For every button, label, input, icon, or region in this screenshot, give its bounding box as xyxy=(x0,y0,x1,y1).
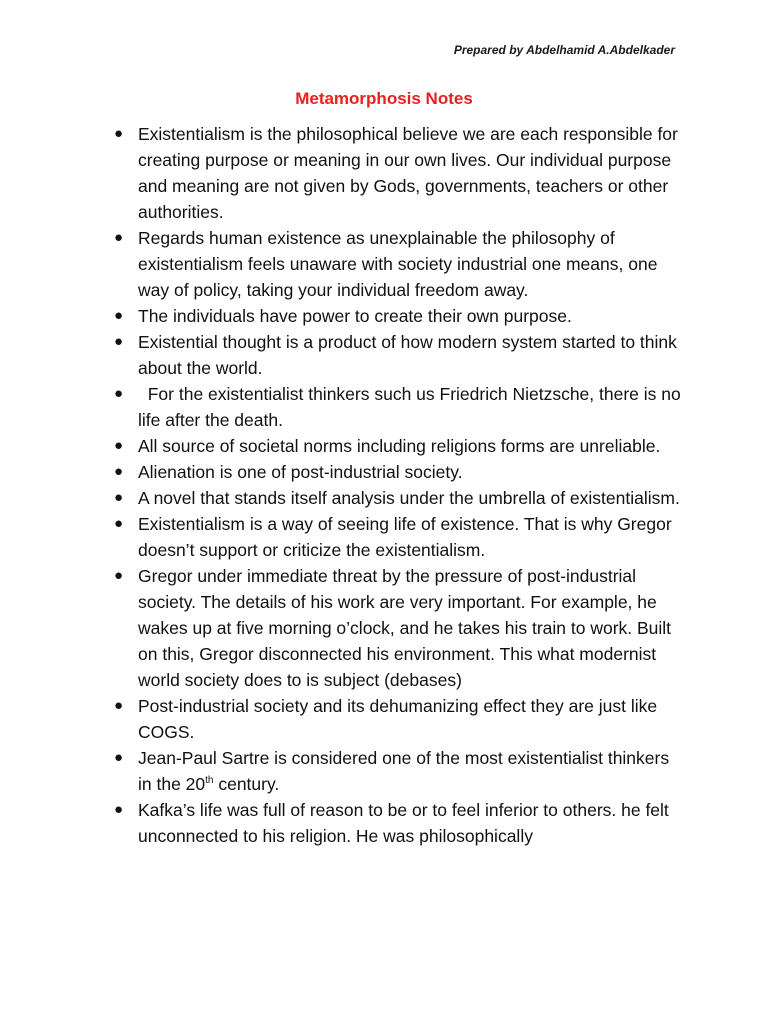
note-item xyxy=(112,329,682,381)
bullet-icon: ● xyxy=(114,697,124,714)
bullet-icon: ● xyxy=(114,489,124,506)
note-item xyxy=(112,563,682,693)
note-text: Kafka’s life was full of reason to be or to feel inferior to others. he felt unconnected to his religion. He was philosophically xyxy=(138,800,669,846)
note-text: Post-industrial society and its dehumanizing effect they are just like COGS. xyxy=(138,696,658,742)
bullet-icon: ● xyxy=(114,125,124,142)
note-text: Regards human existence as unexplainable the philosophy of existentialism feels unaware with society industrial one means, one way of policy, taking your individual freedom away. xyxy=(138,228,658,300)
note-text: Existentialism is a way of seeing life of existence. That is why Gregor doesn’t support or criticize the existentialism. xyxy=(138,514,672,560)
note-text: For the existentialist thinkers such us Friedrich Nietzsche, there is no life after the death. xyxy=(138,384,686,430)
note-item xyxy=(112,485,682,511)
prepared-by-header: Prepared by Abdelhamid A.Abdelkader xyxy=(453,43,675,57)
bullet-icon: ● xyxy=(114,801,124,818)
bullet-icon: ● xyxy=(114,749,124,766)
note-text: Alienation is one of post-industrial society. xyxy=(138,462,463,482)
bullet-icon: ● xyxy=(114,229,124,246)
bullet-icon: ● xyxy=(114,463,124,480)
bullet-icon: ● xyxy=(114,567,124,584)
document-title: Metamorphosis Notes xyxy=(295,89,473,108)
bullet-icon: ● xyxy=(114,437,124,454)
note-text: Gregor under immediate threat by the pressure of post-industrial society. The details of his work are very important. For example, he wakes up at five morning o’clock, and he takes his train to work. Built on this, Gregor disconnected his environment. This what modernist world society does to is subject (debases) xyxy=(138,566,672,690)
note-text: Existential thought is a product of how modern system started to think about the world. xyxy=(138,332,677,378)
note-text: A novel that stands itself analysis under the umbrella of existentialism. xyxy=(138,488,680,508)
note-item xyxy=(112,303,682,329)
note-item xyxy=(112,511,682,563)
note-item xyxy=(112,121,682,225)
note-text: All source of societal norms including religions forms are unreliable. xyxy=(138,436,661,456)
note-item xyxy=(112,433,682,459)
ordinal-superscript: th xyxy=(205,775,214,787)
note-item xyxy=(112,225,682,303)
bullet-icon: ● xyxy=(114,385,124,402)
note-item xyxy=(112,693,682,745)
note-text: Existentialism is the philosophical believe we are each responsible for creating purpose or meaning in our own lives. Our individual purpose and meaning are not given by Gods, governments, teachers or other authorities. xyxy=(138,124,678,222)
notes-list xyxy=(112,121,686,849)
bullet-icon: ● xyxy=(114,307,124,324)
note-item xyxy=(112,797,682,849)
note-text-after-sup: century. xyxy=(213,774,280,794)
bullet-icon: ● xyxy=(114,333,124,350)
note-item xyxy=(112,381,686,433)
note-item xyxy=(112,459,682,485)
bullet-icon: ● xyxy=(114,515,124,532)
note-item xyxy=(112,745,682,797)
note-text-before-sup: Jean-Paul Sartre is considered one of the most existentialist thinkers in the 20 xyxy=(138,748,670,794)
note-text: The individuals have power to create their own purpose. xyxy=(138,306,572,326)
